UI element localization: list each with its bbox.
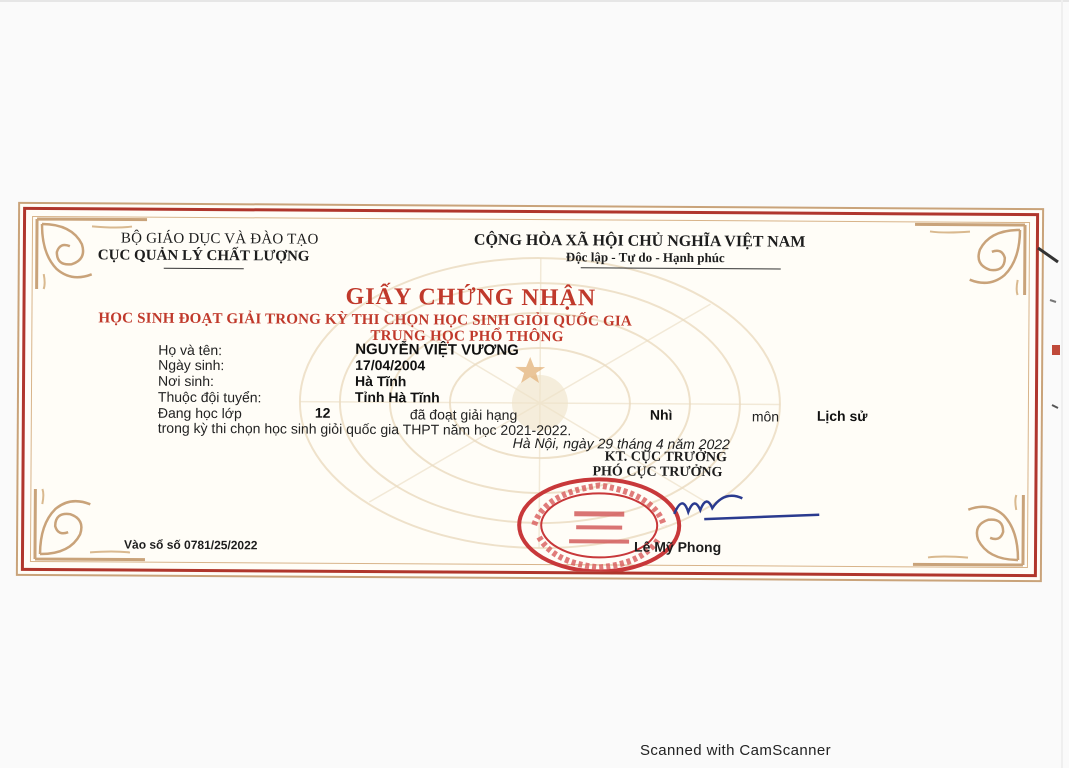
registry-number: Vào sổ số 0781/25/2022 (124, 537, 258, 553)
page-top-edge (0, 0, 1069, 2)
exam-description: trong kỳ thi chọn học sinh giỏi quốc gia THPT năm học 2021-2022. (157, 419, 572, 439)
national-motto: Độc lập - Tự do - Hạnh phúc (565, 249, 725, 266)
birthplace-value: Hà Tĩnh (355, 372, 407, 390)
scanner-watermark: Scanned with CamScanner (640, 742, 831, 759)
name-label: Họ và tên: (158, 341, 223, 359)
certificate-title: GIẤY CHỨNG NHẬN (345, 283, 597, 312)
signature-title-primary: KT. CỤC TRƯỞNG (604, 449, 727, 466)
page-edge-marks-icon (1036, 240, 1064, 420)
agency-name: CỤC QUẢN LÝ CHẤT LƯỢNG (97, 247, 310, 265)
certificate-subtitle-line2: TRUNG HỌC PHỔ THÔNG (370, 328, 564, 346)
name-value: NGUYỄN VIỆT VƯƠNG (355, 340, 519, 359)
signature-icon (664, 484, 824, 535)
grade-value: 12 (314, 404, 331, 421)
certificate (21, 207, 1039, 577)
signature-title-secondary: PHÓ CỤC TRƯỞNG (592, 464, 723, 481)
subject-value: Lịch sử (816, 407, 868, 425)
ornament-corner-icon (908, 489, 1028, 570)
team-value: Tỉnh Hà Tĩnh (354, 388, 440, 406)
grade-label: Đang học lớp (157, 404, 242, 422)
rank-value: Nhì (649, 406, 673, 423)
dob-label: Ngày sinh: (158, 356, 225, 374)
certificate-subtitle-line1: HỌC SINH ĐOẠT GIẢI TRONG KỲ THI CHỌN HỌC SINH GIỎI QUỐC GIA (98, 310, 633, 330)
ornament-corner-icon (30, 484, 150, 565)
subject-label: môn (751, 408, 780, 425)
republic-heading: CỘNG HÒA XÃ HỘI CHỦ NGHĨA VIỆT NAM (473, 231, 806, 251)
ornament-corner-icon (910, 219, 1030, 300)
official-stamp-icon (514, 475, 685, 576)
team-label: Thuộc đội tuyển: (157, 388, 262, 406)
issue-date: Hà Nội, ngày 29 tháng 4 năm 2022 (512, 434, 730, 453)
rank-label: đã đoạt giải hạng (409, 406, 518, 423)
star-emblem-icon (513, 355, 547, 385)
dob-value: 17/04/2004 (355, 356, 426, 374)
birthplace-label: Nơi sinh: (158, 372, 214, 390)
signer-name: Lê Mỹ Phong (634, 538, 722, 556)
ministry-name: BỘ GIÁO DỤC VÀ ĐÀO TẠO (120, 230, 319, 248)
